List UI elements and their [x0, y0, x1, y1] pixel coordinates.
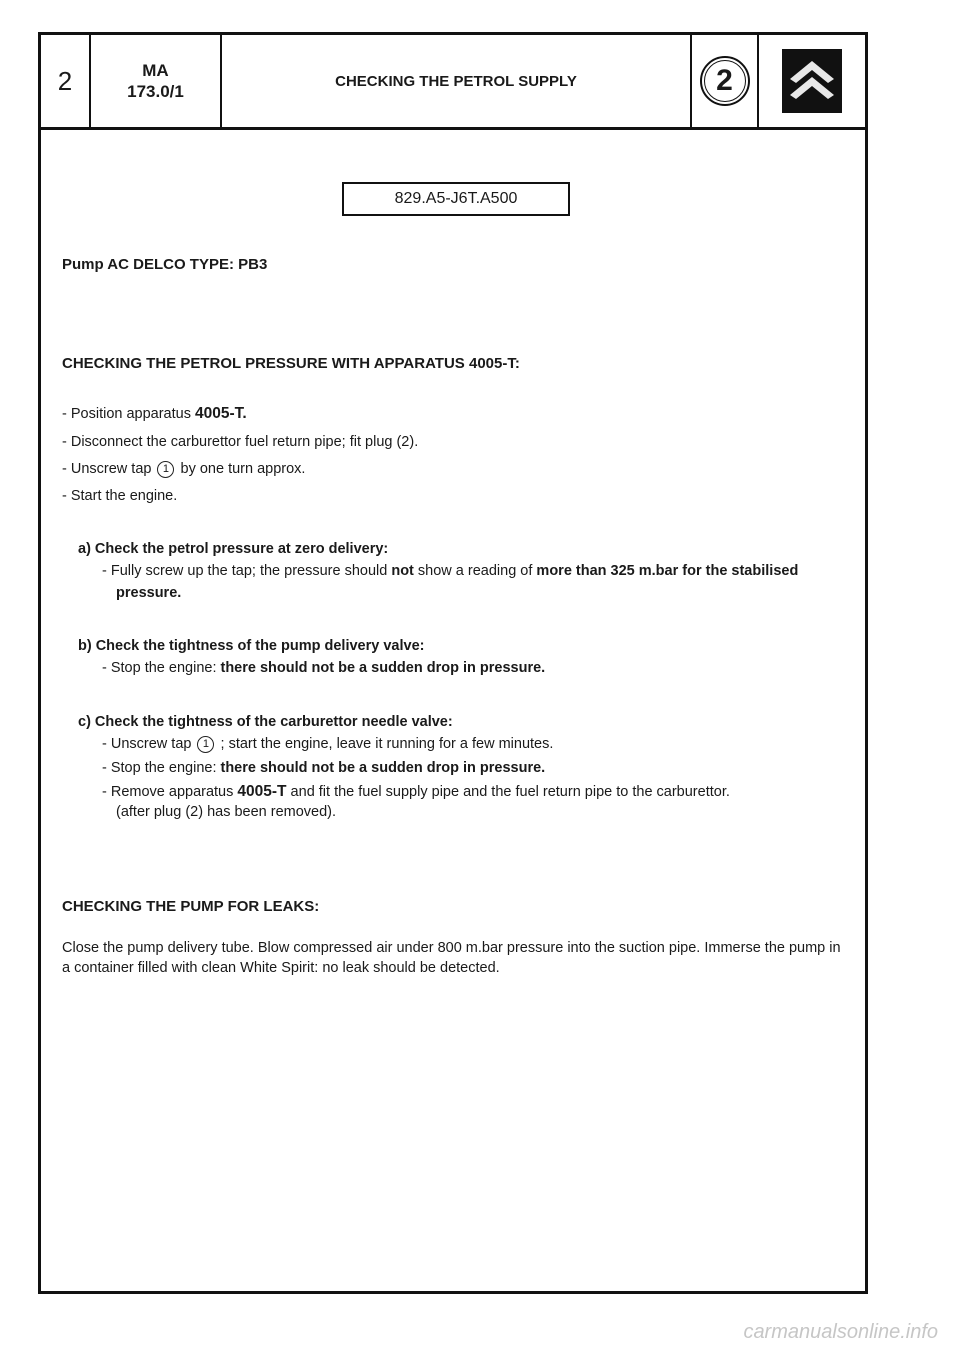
step-disconnect-pipe: - Disconnect the carburettor fuel return pipe; fit plug (2).: [62, 434, 419, 450]
step-unscrew-tap: - Unscrew tap 1 by one turn approx.: [62, 461, 306, 477]
circled-one-icon: 1: [157, 461, 174, 478]
step-position-apparatus: - Position apparatus 4005-T.: [62, 405, 247, 422]
leaks-paragraph: Close the pump delivery tube. Blow compressed air under 800 m.bar pressure into the suction pipe. Immerse the pump in a container filled with clean White Spirit: no leak should be detected.: [62, 940, 841, 976]
citroen-logo-icon: [782, 49, 842, 113]
title-cell: [222, 35, 692, 127]
circled-one-icon: 1: [197, 736, 214, 753]
reference-code: 829.A5-J6T.A500: [394, 190, 518, 207]
subheading-a: a) Check the petrol pressure at zero delivery:: [78, 541, 389, 557]
reference-cell: [91, 35, 222, 127]
badge-cell: [692, 35, 759, 127]
section-title-pressure: CHECKING THE PETROL PRESSURE WITH APPARATUS 4005-T:: [62, 355, 520, 372]
page-number-cell: [41, 35, 91, 127]
ref-line2: 173.0/1: [127, 82, 184, 101]
subheading-c: c) Check the tightness of the carburettor needle valve:: [78, 714, 453, 730]
sub-c-line4: (after plug (2) has been removed).: [116, 804, 337, 820]
header: [41, 35, 865, 130]
reference-code-box: [342, 182, 570, 216]
badge-number: 2: [704, 60, 746, 102]
step-start-engine: - Start the engine.: [62, 488, 178, 504]
sub-b-line1: - Stop the engine: there should not be a sudden drop in pressure.: [102, 660, 546, 676]
section-title-leaks: CHECKING THE PUMP FOR LEAKS:: [62, 898, 320, 915]
page-title: CHECKING THE PETROL SUPPLY: [335, 72, 577, 90]
section-badge: [700, 56, 750, 106]
page-number: 2: [57, 65, 73, 96]
subheading-b: b) Check the tightness of the pump delivery valve:: [78, 638, 425, 654]
sub-a-line1: - Fully screw up the tap; the pressure should not show a reading of more than 325 m.bar for the stabilised: [102, 563, 799, 579]
sub-c-line1: - Unscrew tap 1 ; start the engine, leave it running for a few minutes.: [102, 736, 554, 752]
ref-line1: MA: [142, 61, 169, 80]
sub-c-line2: - Stop the engine: there should not be a sudden drop in pressure.: [102, 760, 546, 776]
logo-cell: [759, 35, 865, 127]
watermark-footer: carmanualsonline.info: [743, 1321, 938, 1343]
sub-c-line3: - Remove apparatus 4005-T and fit the fuel supply pipe and the fuel return pipe to the carburettor.: [102, 783, 730, 800]
sub-a-line2: pressure.: [116, 585, 182, 601]
pump-type: Pump AC DELCO TYPE: PB3: [62, 256, 268, 273]
